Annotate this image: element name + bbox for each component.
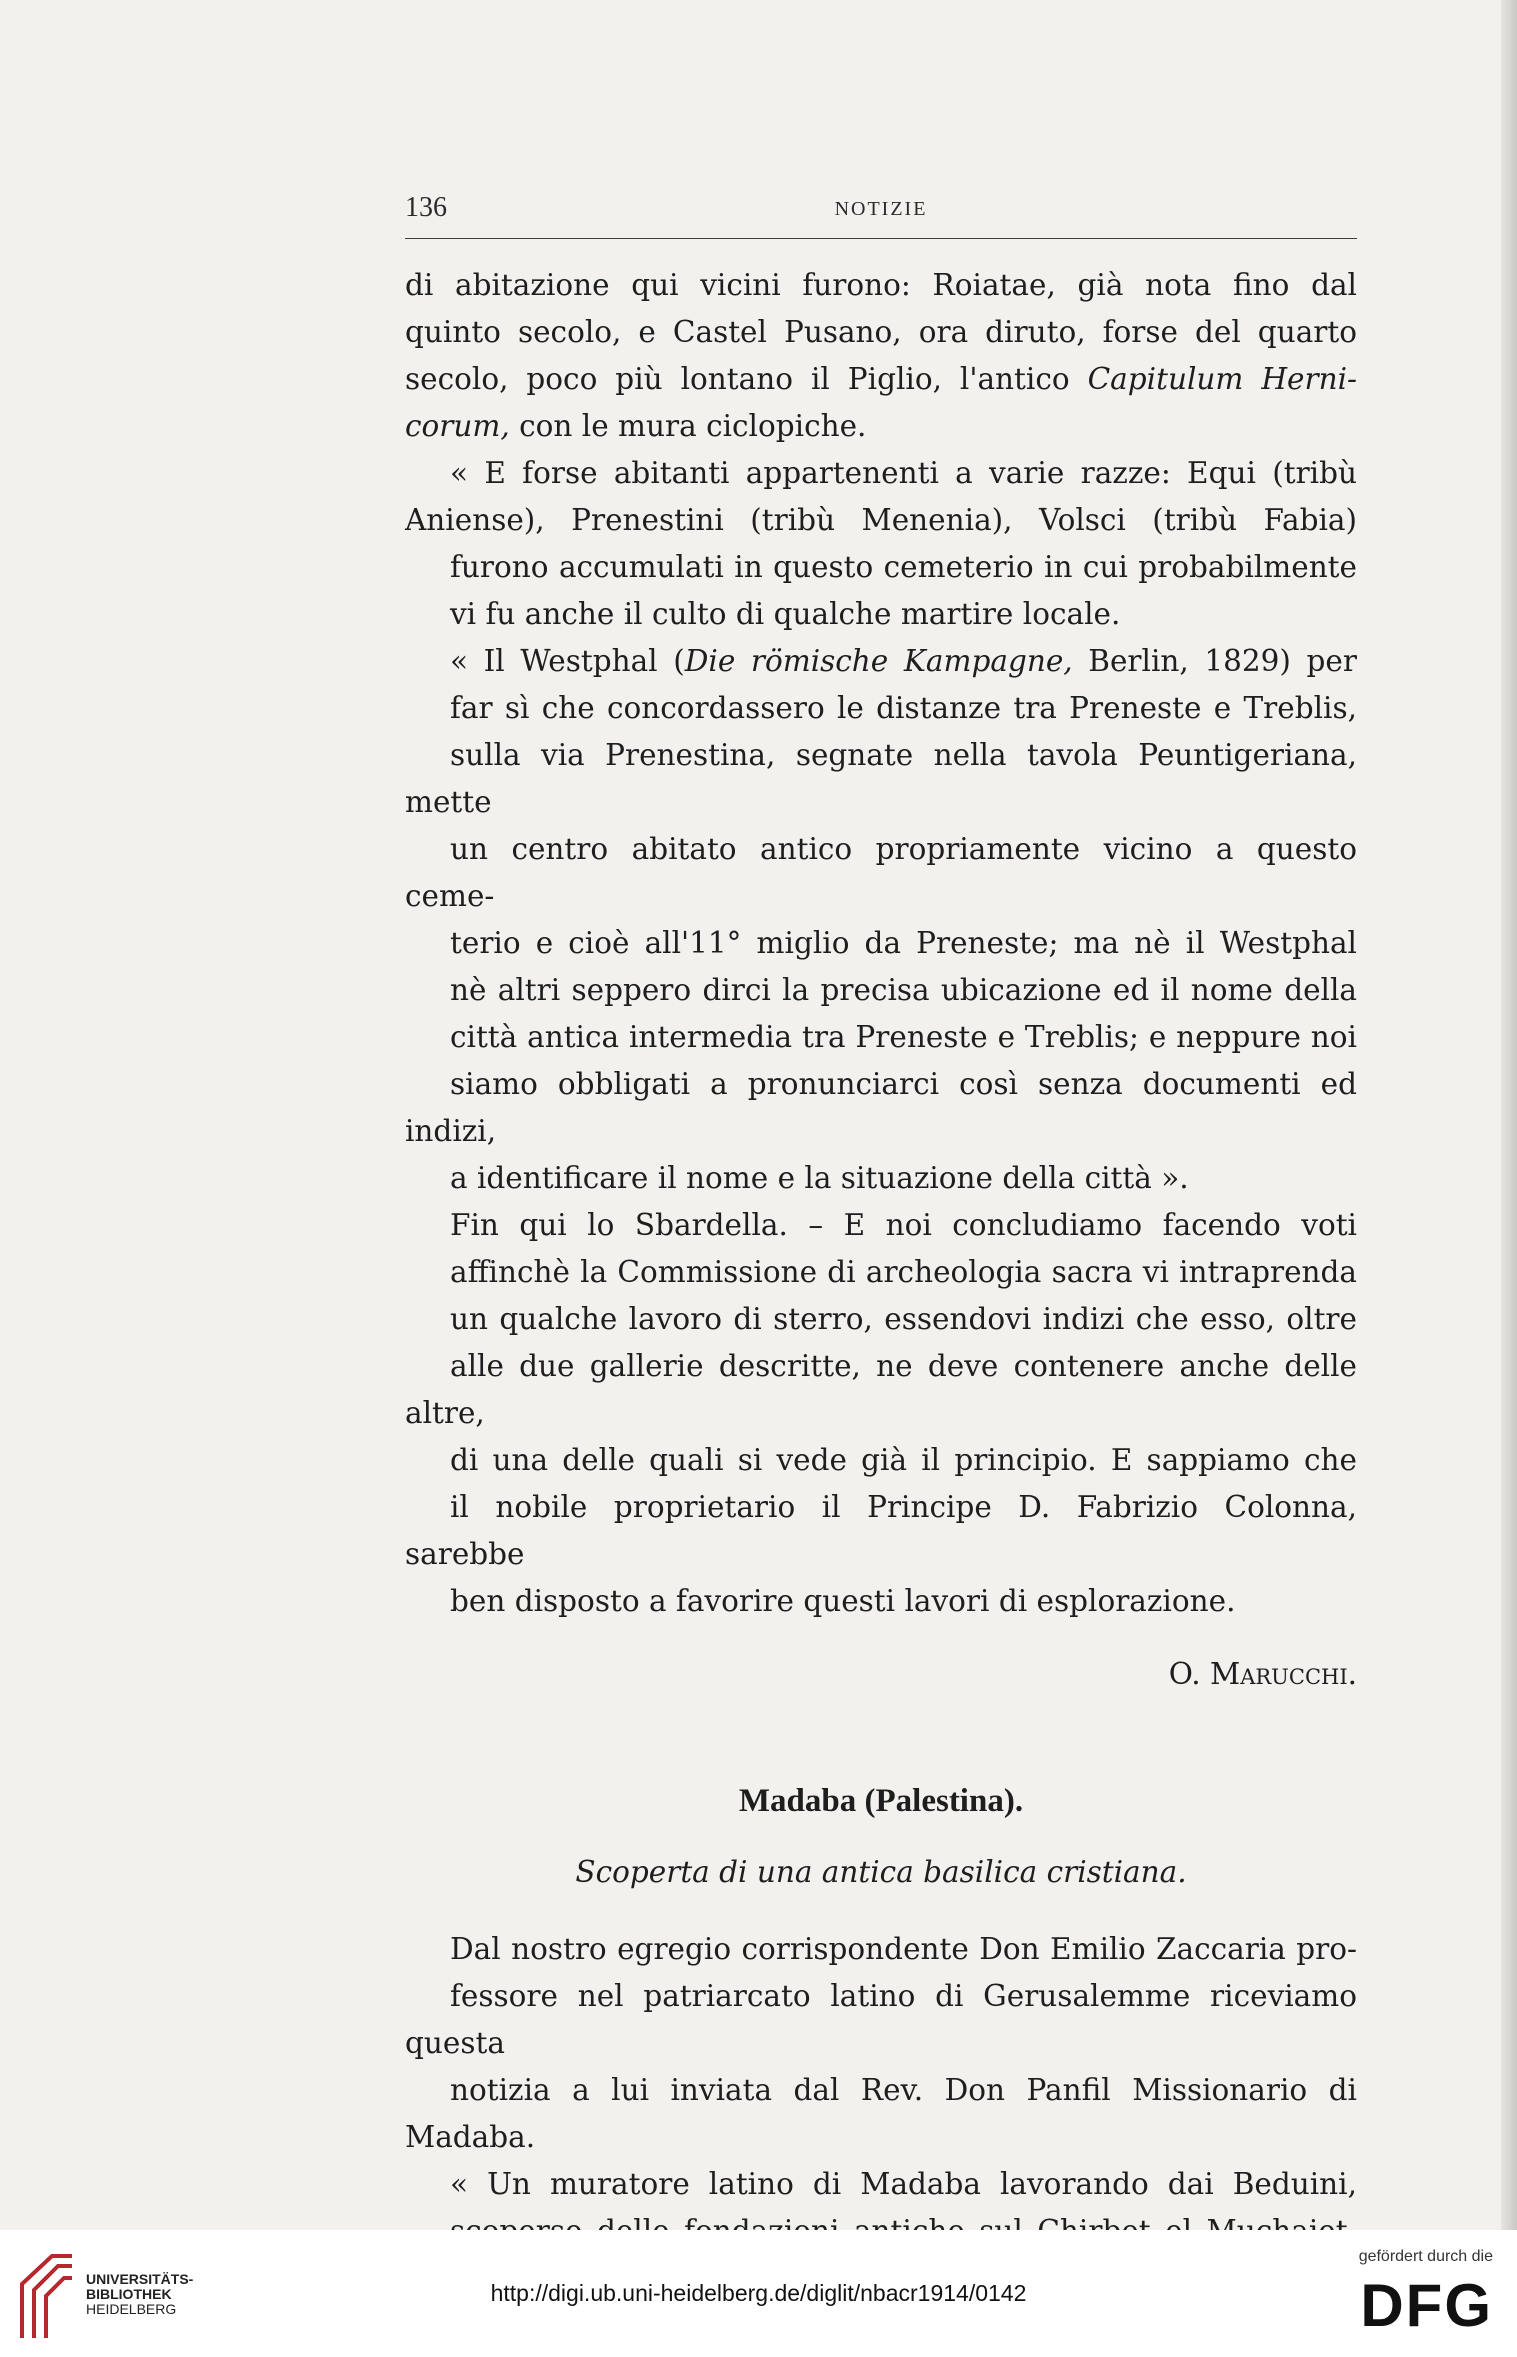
text-line: città antica intermedia tra Preneste e Treblis; e neppure noi xyxy=(450,1020,1357,1054)
italic-latin-term: Capitulum Herni- xyxy=(1087,362,1358,396)
text-line: il nobile proprietario il Principe D. Fabrizio Colonna, sarebbe xyxy=(405,1490,1357,1571)
italic-book-title: Die römische Kampagne, xyxy=(684,644,1073,678)
paragraph-2 xyxy=(405,450,1357,638)
text-line: Fin qui lo Sbardella. – E noi concludiamo facendo voti xyxy=(450,1208,1357,1242)
text-line: secolo, poco più lontano il Piglio, l'antico Capitulum Herni- xyxy=(405,362,1358,396)
text-line: un qualche lavoro di sterro, essendovi indizi che esso, oltre xyxy=(450,1302,1357,1336)
paragraph-3 xyxy=(405,638,1357,1202)
text-line: furono accumulati in questo cemeterio in cui probabilmente xyxy=(450,550,1357,584)
article-body xyxy=(405,262,1357,2302)
text-line: corum, con le mura ciclopiche. xyxy=(405,409,867,443)
text-line: vi fu anche il culto di qualche martire locale. xyxy=(450,597,1121,631)
author-signature: O. Marucchi. xyxy=(1168,1657,1357,1691)
text-line: siamo obbligati a pronunciarci così senza documenti ed indizi, xyxy=(405,1067,1357,1148)
text-line: « Il Westphal (Die römische Kampagne, Berlin, 1829) per xyxy=(450,644,1357,678)
text-line: fessore nel patriarcato latino di Gerusalemme riceviamo questa xyxy=(405,1979,1357,2060)
text-line: « E forse abitanti appartenenti a varie razze: Equi (tribù xyxy=(450,456,1357,490)
text-line: « Un muratore latino di Madaba lavorando dai Beduini, xyxy=(450,2167,1357,2201)
text-line: terio e cioè all'11° miglio da Preneste; ma nè il Westphal xyxy=(450,926,1357,960)
dfg-logo: DFG xyxy=(1360,2272,1493,2339)
text-line: di una delle quali si vede già il principio. E sappiamo che xyxy=(450,1443,1357,1477)
page-header xyxy=(405,188,1357,239)
page-edge-shadow xyxy=(1501,0,1517,2230)
text-line: sulla via Prenestina, segnate nella tavola Peuntigeriana, mette xyxy=(405,738,1357,819)
permalink-url[interactable]: http://digi.ub.uni-heidelberg.de/diglit/nbacr1914/0142 xyxy=(490,2280,1027,2306)
page-number: 136 xyxy=(405,192,447,223)
text-line: quinto secolo, e Castel Pusano, ora diruto, forse del quarto xyxy=(405,315,1357,349)
running-title: NOTIZIE xyxy=(834,198,928,220)
text-line: un centro abitato antico propriamente vicino a questo ceme- xyxy=(405,832,1357,913)
viewer-footer xyxy=(0,2230,1517,2357)
paragraph-5 xyxy=(405,1926,1357,2161)
text-line: Dal nostro egregio corrispondente Don Emilio Zaccaria pro- xyxy=(450,1932,1357,1966)
paragraph-4 xyxy=(405,1202,1357,1625)
text-line: affinchè la Commissione di archeologia sacra vi intraprenda xyxy=(450,1255,1357,1289)
paragraph-1 xyxy=(405,262,1357,450)
text-line: di abitazione qui vicini furono: Roiatae, già nota fino dal xyxy=(405,268,1357,302)
text-line: a identificare il nome e la situazione della città ». xyxy=(450,1161,1189,1195)
funding-caption: gefördert durch die xyxy=(1358,2248,1493,2265)
text-line: Aniense), Prenestini (tribù Menenia), Volsci (tribù Fabia) xyxy=(405,503,1357,537)
text-line: far sì che concordassero le distanze tra Preneste e Treblis, xyxy=(450,691,1357,725)
text-line: ben disposto a favorire questi lavori di esplorazione. xyxy=(450,1584,1236,1618)
section-subtitle: Scoperta di una antica basilica cristiana. xyxy=(575,1855,1187,1889)
section-title: Madaba (Palestina). xyxy=(738,1783,1024,1819)
library-name: UNIVERSITÄTS- BIBLIOTHEK HEIDELBERG xyxy=(86,2271,194,2317)
text-line: nè altri seppero dirci la precisa ubicazione ed il nome della xyxy=(450,973,1357,1007)
text-line: notizia a lui inviata dal Rev. Don Panfil Missionario di Madaba. xyxy=(405,2073,1357,2154)
text-line: alle due gallerie descritte, ne deve contenere anche delle altre, xyxy=(405,1349,1357,1430)
